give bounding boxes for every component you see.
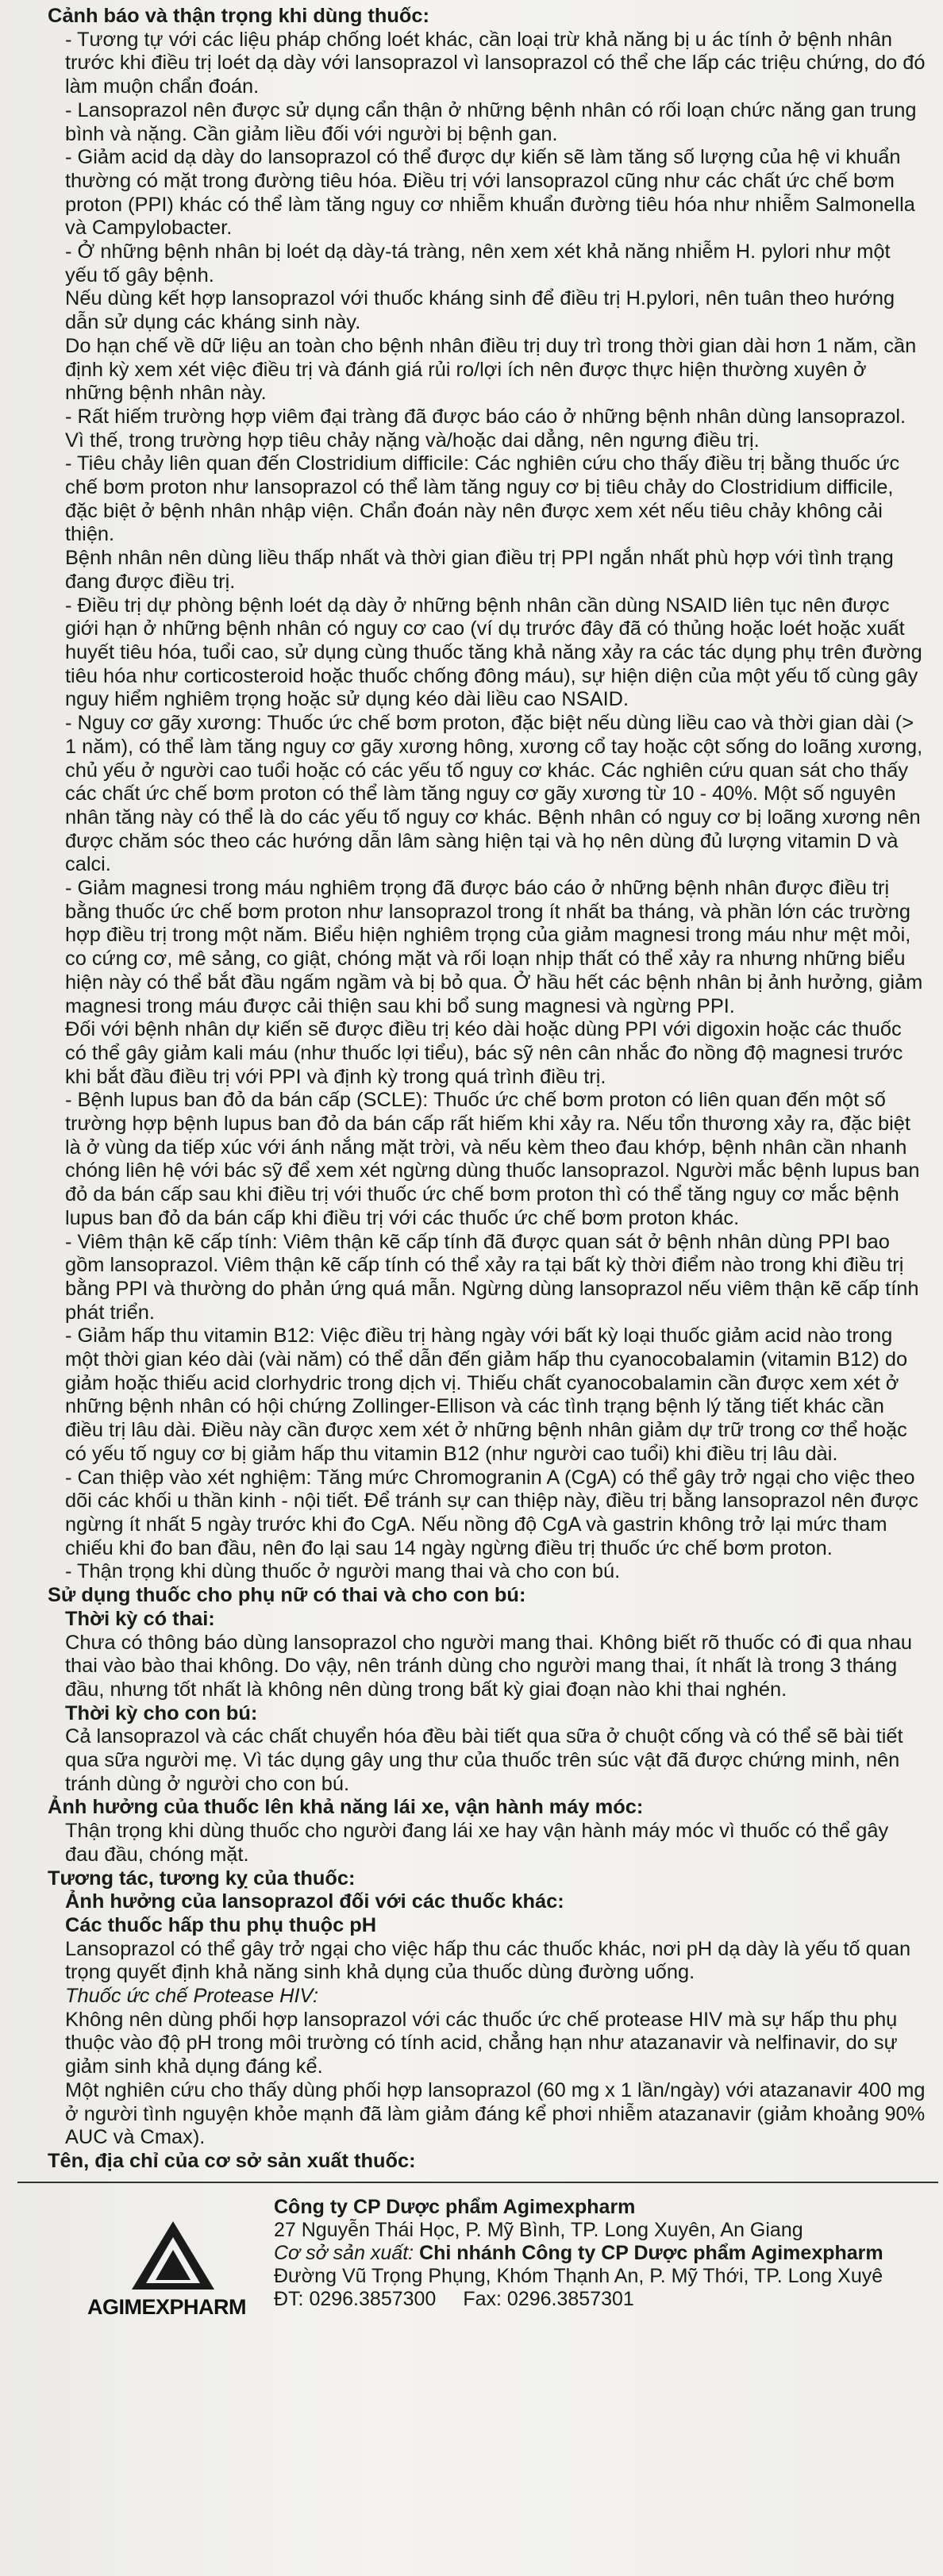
company-logo (87, 2220, 254, 2319)
warning-item: - Tương tự với các liệu pháp chống loét khác, cần loại trừ khả năng bị u ác tính ở bệnh nhân trước khi điều trị loét dạ dày với lansoprazol vì lansoprazol có thể che lấp các triệu chứng, do đó làm muộn chẩn đoán. (65, 28, 926, 98)
phone-number: ĐT: 0296.3857300 (274, 2287, 437, 2310)
driving-heading: Ảnh hưởng của thuốc lên khả năng lái xe, vận hành máy móc: (48, 1796, 644, 1819)
pregnancy-subheading: Thời kỳ có thai: (65, 1607, 215, 1630)
warning-item: - Giảm acid dạ dày do lansoprazol có thể được dự kiến sẽ làm tăng số lượng của hệ vi khuẩn thường có mặt trong đường tiêu hóa. Điều trị với lansoprazol cũng như các chất ức chế bơm proton (PPI) khác có thể làm tăng nguy cơ nhiễm khuẩn đường tiêu hóa như nhiễm Salmonella và Campylobacter. (65, 146, 915, 240)
warnings-heading: Cảnh báo và thận trọng khi dùng thuốc: (48, 5, 429, 27)
warning-item: - Rất hiếm trường hợp viêm đại tràng đã được báo cáo ở những bệnh nhân dùng lansoprazol. Vì thế, trong trường hợp tiêu chảy nặng và/hoặc dai dẳng, nên ngưng điều trị. (65, 405, 906, 452)
hiv-text: Không nên dùng phối hợp lansoprazol với các thuốc ức chế protease HIV mà sự hấp thu phụ thuộc vào độ pH trong môi trường có tính acid, chẳng hạn như atazanavir và nelfinavir, do sự giảm sinh khả dụng đáng kể. (65, 2008, 898, 2078)
interactions-heading: Tương tác, tương kỵ của thuốc: (48, 1867, 356, 1890)
warnings-list (48, 29, 926, 1584)
production-site (274, 2242, 883, 2265)
site-address: Đường Vũ Trọng Phụng, Khóm Thạnh An, P. Mỹ Thới, TP. Long Xuyê (274, 2264, 883, 2287)
warning-item: - Can thiệp vào xét nghiệm: Tăng mức Chromogranin A (CgA) có thể gây trở ngại cho việc theo dõi các khối u thần kinh - nội tiết. Để tránh sự can thiệp này, điều trị bằng lansoprazol nên được ngừng ít nhất 5 ngày trước khi đo CgA. Nếu nồng độ CgA và gastrin không trở lại mức tham chiếu khi đo ban đầu, nên đo lại sau 14 ngày ngừng điều trị thuốc ức chế bơm proton. (65, 1466, 918, 1559)
warning-item: - Nguy cơ gãy xương: Thuốc ức chế bơm proton, đặc biệt nếu dùng liều cao và thời gian dài (> 1 năm), có thể làm tăng nguy cơ gãy xương hông, xương cổ tay hoặc cột sống do loãng xương, chủ yếu ở người cao tuổi hoặc có các yếu tố nguy cơ khác. Các nghiên cứu quan sát cho thấy các chất ức chế bơm proton có thể làm tăng nguy cơ gãy xương từ 10 - 40%. Một số nguyên nhân tăng này có thể là do các yếu tố nguy cơ khác. Bệnh nhân có nguy cơ bị loãng xương nên được chăm sóc theo các hướng dẫn lâm sàng hiện tại và họ nên dùng đủ lượng vitamin D và calci. (65, 712, 923, 876)
hiv-subheading: Thuốc ức chế Protease HIV: (65, 1985, 319, 2008)
warning-item: - Ở những bệnh nhân bị loét dạ dày-tá tràng, nên xem xét khả năng nhiễm H. pylori như một yếu tố gây bệnh. (65, 240, 891, 286)
warning-item: - Viêm thận kẽ cấp tính: Viêm thận kẽ cấp tính đã được quan sát ở bệnh nhân dùng PPI bao gồm lansoprazol. Viêm thận kẽ cấp tính có thể xảy ra tại bất kỳ thời điểm nào trong khi điều trị bằng PPI và thường do phản ứng quá mẫn. Ngừng dùng lansoprazol nếu viêm thận kẽ cấp tính phát triển. (65, 1230, 919, 1324)
manufacturer-footer (48, 2188, 926, 2323)
company-address: 27 Nguyễn Thái Học, P. Mỹ Bình, TP. Long Xuyên, An Giang (274, 2218, 803, 2241)
manufacturer-heading: Tên, địa chỉ của cơ sở sản xuất thuốc: (48, 2149, 416, 2172)
warning-item: - Bệnh lupus ban đỏ da bán cấp (SCLE): Thuốc ức chế bơm proton có liên quan đến một số trường hợp bệnh lupus ban đỏ da bán cấp rất hiếm khi xảy ra. Nếu tổn thương xảy ra, đặc biệt là ở vùng da tiếp xúc với ánh nắng mặt trời, và nếu kèm theo đau khớp, bệnh nhân cần nhanh chóng liên hệ với bác sỹ để xem xét ngừng dùng thuốc lansoprazol. Người mắc bệnh lupus ban đỏ da bán cấp sau khi điều trị với thuốc ức chế bơm proton thì có thể tăng nguy cơ mắc bệnh lupus ban đỏ da bán cấp khi điều trị với các thuốc ức chế bơm proton khác. (65, 1089, 920, 1229)
contact-line (274, 2288, 883, 2311)
leaflet-content (48, 5, 926, 2323)
site-label: Cơ sở sản xuất: (274, 2241, 414, 2264)
warning-item: Đối với bệnh nhân dự kiến sẽ được điều trị kéo dài hoặc dùng PPI với digoxin hoặc các thuốc có thể gây giảm kali máu (như thuốc lợi tiểu), bác sỹ nên cân nhắc đo nồng độ magnesi trước khi bắt đầu điều trị với PPI và định kỳ trong quá trình điều trị. (65, 1018, 903, 1088)
pregnancy-text: Chưa có thông báo dùng lansoprazol cho người mang thai. Không biết rõ thuốc có đi qua nhau thai vào bào thai không. Do vậy, nên tránh dùng cho người mang thai, ít nhất là trong 3 tháng đầu, nhưng tốt nhất là không nên dùng trong bất kỳ giai đoạn nào khi thai nghén. (65, 1631, 913, 1701)
warning-item: - Tiêu chảy liên quan đến Clostridium difficile: Các nghiên cứu cho thấy điều trị bằng thuốc ức chế bơm proton như lansoprazol có thể làm tăng nguy cơ bị tiêu chảy do Clostridium difficile, đặc biệt ở bệnh nhân nhập viện. Chẩn đoán này nên được xem xét nếu tiêu chảy không cải thiện. (65, 452, 900, 546)
driving-text: Thận trọng khi dùng thuốc cho người đang lái xe hay vận hành máy móc vì thuốc có thể gây đau đầu, chóng mặt. (65, 1820, 889, 1866)
warning-item: Bệnh nhân nên dùng liều thấp nhất và thời gian điều trị PPI ngắn nhất phù hợp với tình trạng đang được điều trị. (65, 547, 894, 593)
ph-drugs-text: Lansoprazol có thể gây trở ngại cho việc hấp thu các thuốc khác, nơi pH dạ dày là yếu tố quan trọng quyết định khả năng sinh khả dụng của thuốc dùng đường uống. (65, 1937, 911, 1984)
agimexpharm-logo-icon (125, 2220, 221, 2291)
warning-item: Do hạn chế về dữ liệu an toàn cho bệnh nhân điều trị duy trì trong thời gian dài hơn 1 năm, cần định kỳ xem xét việc điều trị và đánh giá rủi ro/lợi ích nên được thực hiện thường xuyên ở những bệnh nhân này. (65, 334, 917, 405)
manufacturer-details (274, 2196, 883, 2311)
warning-item: - Giảm hấp thu vitamin B12: Việc điều trị hàng ngày với bất kỳ loại thuốc giảm acid nào trong một thời gian kéo dài (vài năm) có thể dẫn đến giảm hấp thu cyanocobalamin (vitamin B12) do giảm hoặc thiếu acid clorhydric trong dịch vị. Thiếu chất cyanocobalamin cần được xem xét ở những bệnh nhân có hội chứng Zollinger-Ellison và các tình trạng bệnh lý tăng tiết khác cần điều trị lâu dài. Điều này cần được xem xét ở những bệnh nhân giảm dự trữ trong cơ thể hoặc có yếu tố nguy cơ bị giảm hấp thu vitamin B12 (như người cao tuổi) khi điều trị lâu dài. (65, 1325, 908, 1465)
warning-item: - Lansoprazol nên được sử dụng cẩn thận ở những bệnh nhân có rối loạn chức năng gan trung bình và nặng. Cần giảm liều đối với người bị bệnh gan. (65, 98, 917, 145)
warning-item: - Giảm magnesi trong máu nghiêm trọng đã được báo cáo ở những bệnh nhân được điều trị bằng thuốc ức chế bơm proton như lansoprazol trong ít nhất ba tháng, và phần lớn các trường hợp điều trị trong một năm. Biểu hiện nghiêm trọng của giảm magnesi trong máu như mệt mỏi, co cứng cơ, mê sảng, co giật, chóng mặt và rối loạn nhịp thất có thể xảy ra nhưng những biểu hiện này có thể bắt đầu ngấm ngầm và bị bỏ qua. Ở hầu hết các bệnh nhân bị ảnh hưởng, giảm magnesi trong máu được cải thiện sau khi bổ sung magnesi và ngừng PPI. (65, 877, 923, 1017)
warning-item: - Điều trị dự phòng bệnh loét dạ dày ở những bệnh nhân cần dùng NSAID liên tục nên được giới hạn ở những bệnh nhân có nguy cơ cao (ví dụ trước đây đã có thủng hoặc loét hoặc xuất huyết tiêu hóa, tuổi cao, sử dụng cùng thuốc tăng khả năng xảy ra các tác dụng phụ trên đường tiêu hóa như corticosteroid hoặc thuốc chống đông máu), sự hiện diện của một yếu tố cùng gây nguy hiểm nghiêm trọng hoặc sử dụng kéo dài liều cao NSAID. (65, 594, 922, 711)
lactation-subheading: Thời kỳ cho con bú: (65, 1701, 258, 1724)
warning-item: Nếu dùng kết hợp lansoprazol với thuốc kháng sinh để điều trị H.pylori, nên tuân theo hướng dẫn sử dụng các kháng sinh này. (65, 287, 895, 334)
site-name: Chi nhánh Công ty CP Dược phẩm Agimexpharm (419, 2241, 883, 2264)
hiv-study-text: Một nghiên cứu cho thấy dùng phối hợp lansoprazol (60 mg x 1 lần/ngày) với atazanavir 400 mg ở người tình nguyện khỏe mạnh đã làm giảm đáng kể phơi nhiễm atazanavir (giảm khoảng 90% AUC và Cmax). (65, 2078, 926, 2149)
divider (17, 2182, 938, 2183)
ph-drugs-subheading: Các thuốc hấp thu phụ thuộc pH (65, 1913, 377, 1936)
pregnancy-heading: Sử dụng thuốc cho phụ nữ có thai và cho con bú: (48, 1584, 526, 1607)
warning-item: - Thận trọng khi dùng thuốc ở người mang thai và cho con bú. (65, 1560, 621, 1583)
fax-number: Fax: 0296.3857301 (463, 2287, 634, 2310)
logo-wordmark: AGIMEXPHARM (87, 2294, 247, 2319)
company-name: Công ty CP Dược phẩm Agimexpharm (274, 2195, 636, 2218)
lactation-text: Cả lansoprazol và các chất chuyển hóa đều bài tiết qua sữa ở chuột cống và có thể sẽ bài tiết qua sữa người mẹ. Vì tác dụng gây ung thư của thuốc trên súc vật đã được chứng minh, nên tránh dùng ở người cho con bú. (65, 1725, 903, 1795)
interactions-subheading: Ảnh hưởng của lansoprazol đối với các thuốc khác: (65, 1890, 564, 1913)
